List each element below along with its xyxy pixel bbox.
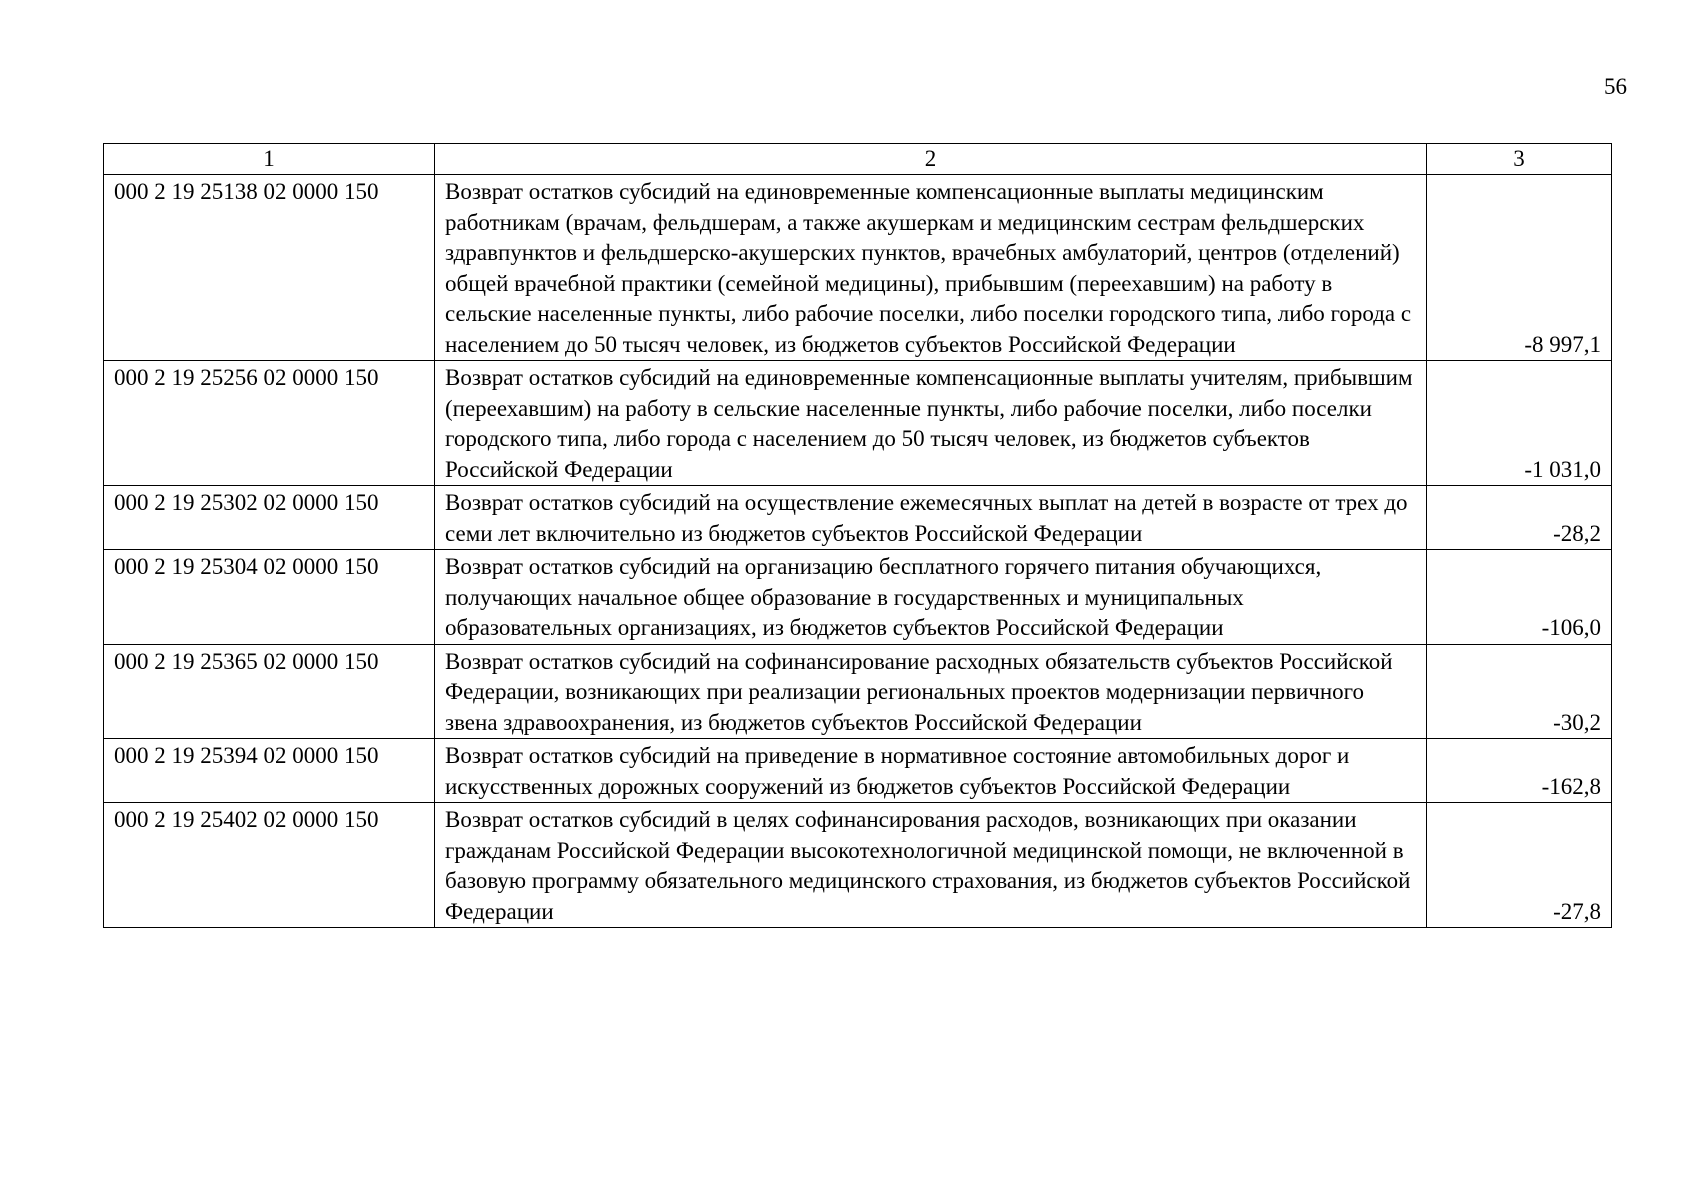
amount-value: -106,0 <box>1427 550 1612 645</box>
classification-code: 000 2 19 25302 02 0000 150 <box>104 486 435 550</box>
page-number: 56 <box>1604 74 1627 99</box>
classification-code: 000 2 19 25256 02 0000 150 <box>104 361 435 486</box>
amount-value: -30,2 <box>1427 644 1612 739</box>
income-description: Возврат остатков субсидий на осуществление ежемесячных выплат на детей в возрасте от трех до семи лет включительно из бюджетов субъектов Российской Федерации <box>435 486 1427 550</box>
column-header-2: 2 <box>435 144 1427 175</box>
classification-code: 000 2 19 25304 02 0000 150 <box>104 550 435 645</box>
table-row <box>104 739 1612 803</box>
classification-code: 000 2 19 25138 02 0000 150 <box>104 175 435 361</box>
income-description: Возврат остатков субсидий на приведение в нормативное состояние автомобильных дорог и искусственных дорожных сооружений из бюджетов субъектов Российской Федерации <box>435 739 1427 803</box>
income-description: Возврат остатков субсидий на софинансирование расходных обязательств субъектов Российской Федерации, возникающих при реализации региональных проектов модернизации первичного звена здравоохранения, из бюджетов субъектов Российской Федерации <box>435 644 1427 739</box>
income-description: Возврат остатков субсидий на единовременные компенсационные выплаты медицинским работникам (врачам, фельдшерам, а также акушеркам и медицинским сестрам фельдшерских здравпунктов и фельдшерско-акушерских пунктов, врачебных амбулаторий, центров (отделений) общей врачебной практики (семейной медицины), прибывшим (переехавшим) на работу в сельские населенные пункты, либо рабочие поселки, либо поселки городского типа, либо города с населением до 50 тысяч человек, из бюджетов субъектов Российской Федерации <box>435 175 1427 361</box>
table-row <box>104 644 1612 739</box>
table-row <box>104 361 1612 486</box>
amount-value: -162,8 <box>1427 739 1612 803</box>
table-row <box>104 803 1612 928</box>
amount-value: -27,8 <box>1427 803 1612 928</box>
amount-value: -1 031,0 <box>1427 361 1612 486</box>
table-header <box>104 144 1612 175</box>
classification-code: 000 2 19 25365 02 0000 150 <box>104 644 435 739</box>
budget-table <box>103 143 1612 928</box>
income-description: Возврат остатков субсидий на единовременные компенсационные выплаты учителям, прибывшим (переехавшим) на работу в сельские населенные пункты, либо рабочие поселки, либо поселки городского типа, либо города с населением до 50 тысяч человек, из бюджетов субъектов Российской Федерации <box>435 361 1427 486</box>
table-body <box>104 175 1612 928</box>
classification-code: 000 2 19 25402 02 0000 150 <box>104 803 435 928</box>
income-description: Возврат остатков субсидий на организацию бесплатного горячего питания обучающихся, получающих начальное общее образование в государственных и муниципальных образовательных организациях, из бюджетов субъектов Российской Федерации <box>435 550 1427 645</box>
income-description: Возврат остатков субсидий в целях софинансирования расходов, возникающих при оказании гражданам Российской Федерации высокотехнологичной медицинской помощи, не включенной в базовую программу обязательного медицинского страхования, из бюджетов субъектов Российской Федерации <box>435 803 1427 928</box>
column-header-3: 3 <box>1427 144 1612 175</box>
amount-value: -28,2 <box>1427 486 1612 550</box>
amount-value: -8 997,1 <box>1427 175 1612 361</box>
table-row <box>104 486 1612 550</box>
classification-code: 000 2 19 25394 02 0000 150 <box>104 739 435 803</box>
column-header-1: 1 <box>104 144 435 175</box>
header-row <box>104 144 1612 175</box>
table-row <box>104 175 1612 361</box>
table-row <box>104 550 1612 645</box>
